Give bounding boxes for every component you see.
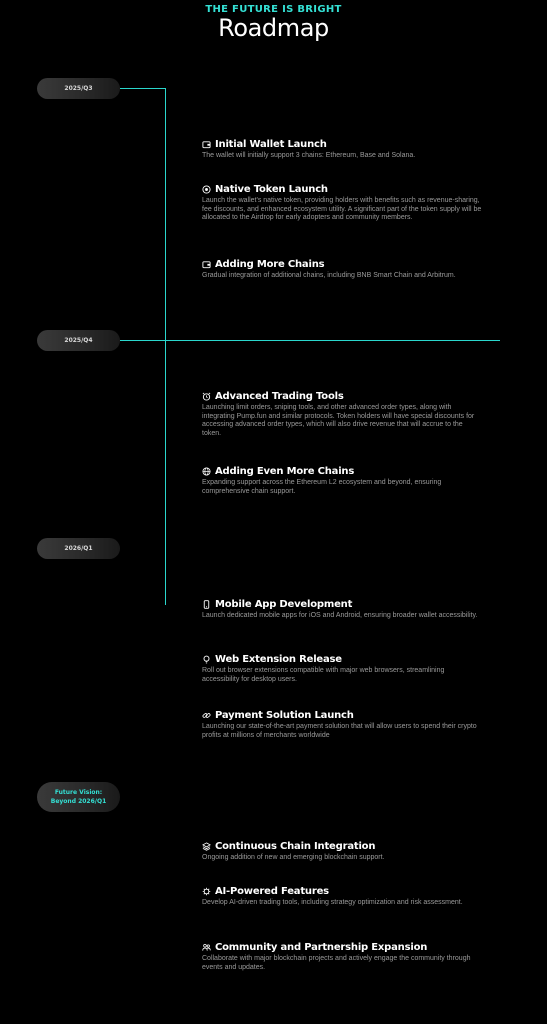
- item-title: Payment Solution Launch: [215, 709, 354, 721]
- alarm-icon: [202, 392, 211, 401]
- roadmap-item-native-token-launch: [202, 182, 482, 223]
- milestone-2025-q4: [37, 330, 120, 351]
- coin-icon: [202, 185, 211, 194]
- roadmap-item-initial-wallet-launch: [202, 137, 482, 161]
- robot-icon: [202, 887, 211, 896]
- item-description: Launch the wallet's native token, providing holders with benefits such as revenue-sharing, fee discounts, and enhanced ecosystem utility. A significant part of the token supply will be allocated to the Airdrop for early adopters and community members.: [202, 197, 482, 221]
- item-title: Mobile App Development: [215, 598, 353, 610]
- item-title: Initial Wallet Launch: [215, 138, 327, 150]
- item-description: Develop AI-driven trading tools, including strategy optimization and risk assessment.: [202, 899, 463, 906]
- milestone-2026-q1: [37, 538, 120, 559]
- milestone-label-line2: Beyond 2026/Q1: [50, 798, 107, 805]
- item-title: Adding Even More Chains: [215, 465, 355, 477]
- users-icon: [202, 943, 211, 952]
- item-description: The wallet will initially support 3 chains: Ethereum, Base and Solana.: [202, 152, 416, 159]
- item-title: Web Extension Release: [215, 653, 342, 665]
- milestone-label: 2025/Q3: [64, 85, 93, 92]
- item-description: Launch dedicated mobile apps for iOS and Android, ensuring broader wallet accessibility.: [202, 612, 478, 619]
- globe-icon: [202, 467, 211, 476]
- link-icon: [202, 711, 211, 720]
- timeline-connector-q3: [120, 88, 166, 89]
- page-title: Roadmap: [218, 14, 329, 42]
- item-title: Native Token Launch: [215, 183, 328, 195]
- bulb-icon: [202, 655, 211, 664]
- roadmap-item-advanced-trading-tools: [202, 389, 482, 438]
- roadmap-item-mobile-app-development: [202, 597, 482, 621]
- item-title: AI-Powered Features: [215, 885, 329, 897]
- roadmap-item-payment-solution-launch: [202, 708, 482, 740]
- item-description: Launching limit orders, sniping tools, and other advanced order types, along with integrating Pump.fun and similar protocols. Token holders will have special discounts for accessing advanced order types, which will also drive revenue that will accrue to the token.: [202, 404, 475, 437]
- mobile-icon: [202, 600, 211, 609]
- milestone-future-vision: [37, 782, 120, 812]
- roadmap-item-continuous-chain-integration: [202, 839, 482, 863]
- item-description: Launching our state-of-the-art payment solution that will allow users to spend their crypto profits at millions of merchants worldwide: [202, 723, 477, 739]
- layers-icon: [202, 842, 211, 851]
- wallet-icon: [202, 260, 211, 269]
- milestone-label-line1: Future Vision:: [54, 789, 103, 796]
- roadmap-item-community-partnership-expansion: [202, 940, 482, 972]
- roadmap-item-adding-even-more-chains: [202, 464, 482, 496]
- roadmap-item-adding-more-chains: [202, 257, 482, 281]
- item-title: Community and Partnership Expansion: [215, 941, 428, 953]
- item-description: Roll out browser extensions compatible with major web browsers, streamlining accessibility for desktop users.: [202, 667, 445, 683]
- item-description: Ongoing addition of new and emerging blockchain support.: [202, 854, 385, 861]
- item-description: Gradual integration of additional chains, including BNB Smart Chain and Arbitrum.: [202, 272, 456, 279]
- roadmap-item-ai-powered-features: [202, 884, 482, 908]
- wallet-icon: [202, 140, 211, 149]
- timeline-vertical-line: [165, 88, 166, 605]
- item-title: Continuous Chain Integration: [215, 840, 376, 852]
- item-title: Advanced Trading Tools: [215, 390, 344, 402]
- timeline-connector-q4: [120, 340, 500, 341]
- milestone-label: 2025/Q4: [64, 337, 93, 344]
- roadmap-item-web-extension-release: [202, 652, 482, 684]
- item-description: Collaborate with major blockchain projects and actively engage the community through events and updates.: [202, 955, 471, 971]
- item-title: Adding More Chains: [215, 258, 325, 270]
- item-description: Expanding support across the Ethereum L2 ecosystem and beyond, ensuring comprehensive chain support.: [202, 479, 442, 495]
- milestone-label: 2026/Q1: [64, 545, 93, 552]
- milestone-2025-q3: [37, 78, 120, 99]
- roadmap-kicker: THE FUTURE IS BRIGHT: [205, 4, 342, 15]
